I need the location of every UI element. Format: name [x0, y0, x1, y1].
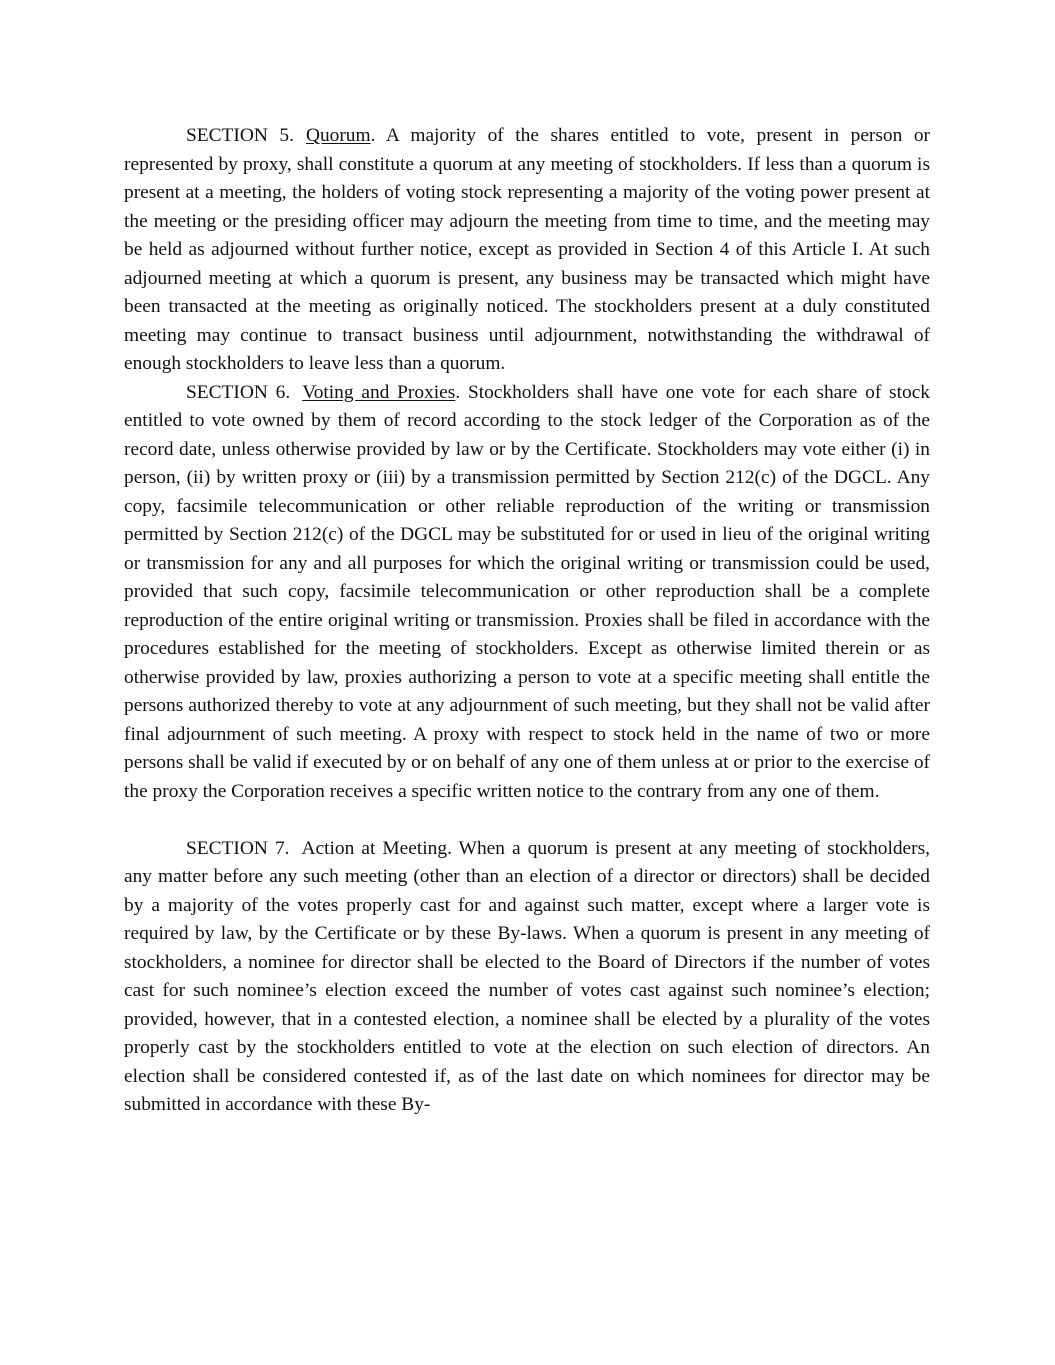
- section-5-title: Quorum: [305, 125, 371, 146]
- section-7-label: SECTION 7.: [186, 837, 290, 859]
- section-7-title: Action at Meeting: [301, 837, 448, 859]
- document-page: [124, 122, 930, 1120]
- section-6-body: . Stockholders shall have one vote for each share of stock entitled to vote owned by them of record according to the stock ledger of the Corporation as of the record date, unless otherwise provided by law or by the Certificate. Stockholders may vote either (i) in person, (ii) by written proxy or (iii) by a transmission permitted by Section 212(c) of the DGCL. Any copy, facsimile telecommunication or other reliable reproduction of the writing or transmission permitted by Section 212(c) of the DGCL may be substituted for or used in lieu of the original writing or transmission for any and all purposes for which the original writing or transmission could be used, provided that such copy, facsimile telecommunication or other reproduction shall be a complete reproduction of the entire original writing or transmission. Proxies shall be filed in accordance with the procedures established for the meeting of stockholders. Except as otherwise limited therein or as otherwise provided by law, proxies authorizing a person to vote at a specific meeting shall entitle the persons authorized thereby to vote at any adjournment of such meeting, but they shall not be valid after final adjournment of such meeting. A proxy with respect to stock held in the name of two or more persons shall be valid if executed by or on behalf of any one of them unless at or prior to the exercise of the proxy the Corporation receives a specific written notice to the contrary from any one of them.: [124, 381, 930, 802]
- section-6-title: Voting and Proxies: [302, 381, 456, 403]
- section-5-body: . A majority of the shares entitled to vote, present in person or represented by proxy, shall constitute a quorum at any meeting of stockholders. If less than a quorum is present at a meeting, the holders of voting stock representing a majority of the voting power present at the meeting or the presiding officer may adjourn the meeting from time to time, and the meeting may be held as adjourned without further notice, except as provided in Section 4 of this Article I. At such adjourned meeting at which a quorum is present, any business may be transacted which might have been transacted at the meeting as originally noticed. The stockholders present at a duly constituted meeting may continue to transact business until adjournment, notwithstanding the withdrawal of enough stockholders to leave less than a quorum.: [124, 125, 931, 374]
- section-5-label: SECTION 5.: [186, 125, 294, 146]
- section-7-paragraph: [124, 835, 930, 1120]
- section-6-label: SECTION 6.: [186, 381, 291, 403]
- section-6-paragraph: [124, 379, 930, 807]
- section-7-body: . When a quorum is present at any meeting of stockholders, any matter before any such meeting (other than an election of a director or directors) shall be decided by a majority of the votes properly cast for and against such matter, except where a larger vote is required by law, by the Certificate or by these By-laws. When a quorum is present in any meeting of stockholders, a nominee for director shall be elected to the Board of Directors if the number of votes cast for such nominee’s election exceed the number of votes cast against such nominee’s election; provided, however, that in a contested election, a nominee shall be elected by a plurality of the votes properly cast by the stockholders entitled to vote at the election on such election of directors. An election shall be considered contested if, as of the last date on which nominees for director may be submitted in accordance with these By-: [124, 837, 930, 1115]
- section-5-paragraph: [124, 122, 930, 379]
